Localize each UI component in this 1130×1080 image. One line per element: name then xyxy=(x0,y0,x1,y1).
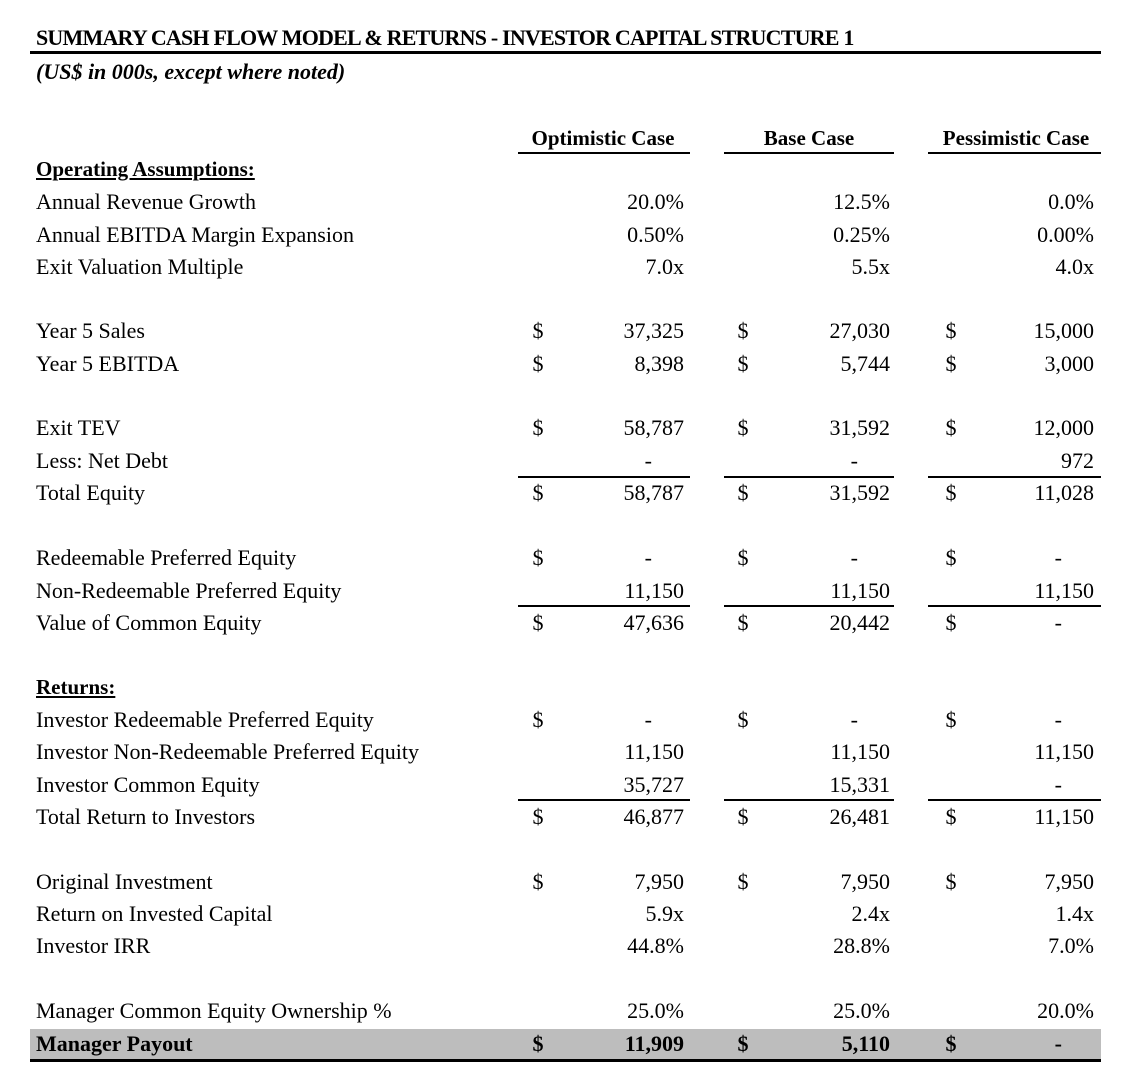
cell-value: - xyxy=(1054,545,1062,570)
cell-value: 11,150 xyxy=(1034,804,1094,829)
row-label: Manager Payout xyxy=(36,1031,193,1056)
row-label: Year 5 EBITDA xyxy=(36,351,180,376)
cell-value: 15,331 xyxy=(829,772,890,797)
table-row xyxy=(0,542,1130,574)
cell-value: 5.5x xyxy=(851,254,890,279)
cell-value: 0.0% xyxy=(1048,189,1094,214)
cell-value: - xyxy=(1054,707,1062,732)
cell-value: 7.0x xyxy=(645,254,684,279)
cell-value: 15,000 xyxy=(1033,318,1094,343)
cell-value: - xyxy=(1054,772,1062,797)
cell-value: 31,592 xyxy=(829,415,890,440)
row-label: Investor IRR xyxy=(36,933,151,958)
cell-value: 8,398 xyxy=(634,351,684,376)
cell-value: 47,636 xyxy=(623,610,684,635)
currency-symbol: $ xyxy=(945,480,957,505)
table-row xyxy=(0,995,1130,1027)
subtotal-rule xyxy=(724,605,894,607)
cell-value: 11,150 xyxy=(1034,578,1094,603)
row-label: Exit Valuation Multiple xyxy=(36,254,244,279)
row-label: Value of Common Equity xyxy=(36,610,262,635)
cell-value: 7,950 xyxy=(634,869,684,894)
currency-symbol: $ xyxy=(945,804,957,829)
table-row xyxy=(0,801,1130,833)
currency-symbol: $ xyxy=(945,415,957,440)
section-returns: Returns: xyxy=(36,675,116,699)
cell-value: 11,150 xyxy=(830,739,890,764)
subtotal-rule xyxy=(928,476,1101,478)
cell-value: 46,877 xyxy=(623,804,684,829)
row-label: Total Return to Investors xyxy=(36,804,256,829)
title-underline xyxy=(30,51,1101,54)
bottom-rule xyxy=(30,1059,1101,1062)
cell-value: 11,150 xyxy=(624,739,684,764)
column-header-optimistic: Optimistic Case xyxy=(531,126,675,150)
table-row xyxy=(0,607,1130,639)
cell-value: - xyxy=(850,448,858,473)
currency-symbol: $ xyxy=(532,804,544,829)
currency-symbol: $ xyxy=(737,804,749,829)
table-row xyxy=(0,186,1130,218)
currency-symbol: $ xyxy=(737,1031,749,1056)
table-row xyxy=(0,575,1130,607)
cell-value: 58,787 xyxy=(623,480,684,505)
cell-value: 2.4x xyxy=(851,901,890,926)
table-row xyxy=(0,348,1130,380)
cell-value: - xyxy=(850,545,858,570)
currency-symbol: $ xyxy=(945,351,957,376)
section-operating-assumptions: Operating Assumptions: xyxy=(36,157,255,181)
row-label: Annual Revenue Growth xyxy=(36,189,256,214)
table-row xyxy=(0,704,1130,736)
row-label: Redeemable Preferred Equity xyxy=(36,545,297,570)
cell-value: 0.50% xyxy=(627,222,684,247)
table-row xyxy=(0,445,1130,477)
column-header-pessimistic: Pessimistic Case xyxy=(942,126,1090,150)
currency-symbol: $ xyxy=(945,318,957,343)
row-label: Annual EBITDA Margin Expansion xyxy=(36,222,354,247)
cell-value: - xyxy=(644,707,652,732)
row-label: Original Investment xyxy=(36,869,213,894)
subtotal-rule xyxy=(518,799,690,801)
table-row xyxy=(0,251,1130,283)
subtotal-rule xyxy=(928,799,1101,801)
cell-value: 12.5% xyxy=(833,189,890,214)
cell-value: 5.9x xyxy=(645,901,684,926)
cell-value: 20.0% xyxy=(627,189,684,214)
column-header-base: Base Case xyxy=(763,126,855,150)
currency-symbol: $ xyxy=(737,318,749,343)
cell-value: 7,950 xyxy=(1044,869,1094,894)
row-label: Investor Non-Redeemable Preferred Equity xyxy=(36,739,420,764)
cell-value: 58,787 xyxy=(623,415,684,440)
cell-value: 25.0% xyxy=(833,998,890,1023)
cell-value: - xyxy=(1054,610,1062,635)
currency-symbol: $ xyxy=(737,610,749,635)
currency-symbol: $ xyxy=(532,707,544,732)
subtotal-rule xyxy=(724,476,894,478)
cell-value: - xyxy=(644,545,652,570)
cell-value: 972 xyxy=(1061,448,1094,473)
cell-value: 11,150 xyxy=(830,578,890,603)
subtotal-rule xyxy=(518,476,690,478)
currency-symbol: $ xyxy=(532,545,544,570)
currency-symbol: $ xyxy=(945,610,957,635)
cell-value: 1.4x xyxy=(1055,901,1094,926)
row-label: Total Equity xyxy=(36,480,146,505)
row-label: Investor Redeemable Preferred Equity xyxy=(36,707,374,732)
currency-symbol: $ xyxy=(945,545,957,570)
currency-symbol: $ xyxy=(737,351,749,376)
currency-symbol: $ xyxy=(737,415,749,440)
currency-symbol: $ xyxy=(945,707,957,732)
table-row xyxy=(0,930,1130,962)
currency-symbol: $ xyxy=(737,869,749,894)
cell-value: 0.00% xyxy=(1037,222,1094,247)
currency-symbol: $ xyxy=(532,351,544,376)
cell-value: 5,744 xyxy=(840,351,890,376)
subtotal-rule xyxy=(518,605,690,607)
currency-symbol: $ xyxy=(532,869,544,894)
cell-value: 4.0x xyxy=(1055,254,1094,279)
cell-value: 44.8% xyxy=(627,933,684,958)
column-header-rule xyxy=(928,152,1101,154)
report-title: SUMMARY CASH FLOW MODEL & RETURNS - INVESTOR CAPITAL STRUCTURE 1 xyxy=(36,25,854,50)
cell-value: - xyxy=(644,448,652,473)
currency-symbol: $ xyxy=(737,480,749,505)
cell-value: 11,028 xyxy=(1034,480,1094,505)
currency-symbol: $ xyxy=(737,545,749,570)
cell-value: 0.25% xyxy=(833,222,890,247)
cell-value: 11,150 xyxy=(1034,739,1094,764)
cell-value: 31,592 xyxy=(829,480,890,505)
currency-symbol: $ xyxy=(532,415,544,440)
row-label: Return on Invested Capital xyxy=(36,901,273,926)
row-label: Non-Redeemable Preferred Equity xyxy=(36,578,342,603)
currency-symbol: $ xyxy=(737,707,749,732)
cell-value: 35,727 xyxy=(623,772,684,797)
cell-value: 20.0% xyxy=(1037,998,1094,1023)
cell-value: 5,110 xyxy=(841,1031,890,1056)
manager-payout-row xyxy=(0,1028,1130,1060)
cell-value: 37,325 xyxy=(623,318,684,343)
row-label: Investor Common Equity xyxy=(36,772,260,797)
cell-value: 28.8% xyxy=(833,933,890,958)
subtotal-rule xyxy=(724,799,894,801)
row-label: Year 5 Sales xyxy=(36,318,145,343)
cell-value: 20,442 xyxy=(829,610,890,635)
table-row xyxy=(0,898,1130,930)
currency-symbol: $ xyxy=(532,480,544,505)
cell-value: 25.0% xyxy=(627,998,684,1023)
row-label: Less: Net Debt xyxy=(36,448,168,473)
column-header-rule xyxy=(518,152,690,154)
cell-value: 11,909 xyxy=(624,1031,684,1056)
table-row xyxy=(0,219,1130,251)
currency-symbol: $ xyxy=(532,318,544,343)
cell-value: 7.0% xyxy=(1048,933,1094,958)
row-label: Manager Common Equity Ownership % xyxy=(36,998,392,1023)
table-row xyxy=(0,315,1130,347)
column-header-rule xyxy=(724,152,894,154)
currency-symbol: $ xyxy=(532,610,544,635)
cell-value: 27,030 xyxy=(829,318,890,343)
subtotal-rule xyxy=(928,605,1101,607)
cell-value: 11,150 xyxy=(624,578,684,603)
table-row xyxy=(0,866,1130,898)
currency-symbol: $ xyxy=(945,869,957,894)
table-row xyxy=(0,736,1130,768)
currency-symbol: $ xyxy=(532,1031,544,1056)
cell-value: 26,481 xyxy=(829,804,890,829)
cell-value: 3,000 xyxy=(1044,351,1094,376)
cell-value: - xyxy=(850,707,858,732)
table-row xyxy=(0,412,1130,444)
table-row xyxy=(0,477,1130,509)
currency-symbol: $ xyxy=(945,1031,957,1056)
cell-value: - xyxy=(1054,1031,1062,1056)
row-label: Exit TEV xyxy=(36,415,121,440)
cell-value: 7,950 xyxy=(840,869,890,894)
report-subtitle: (US$ in 000s, except where noted) xyxy=(36,59,346,84)
table-row xyxy=(0,769,1130,801)
cell-value: 12,000 xyxy=(1033,415,1094,440)
